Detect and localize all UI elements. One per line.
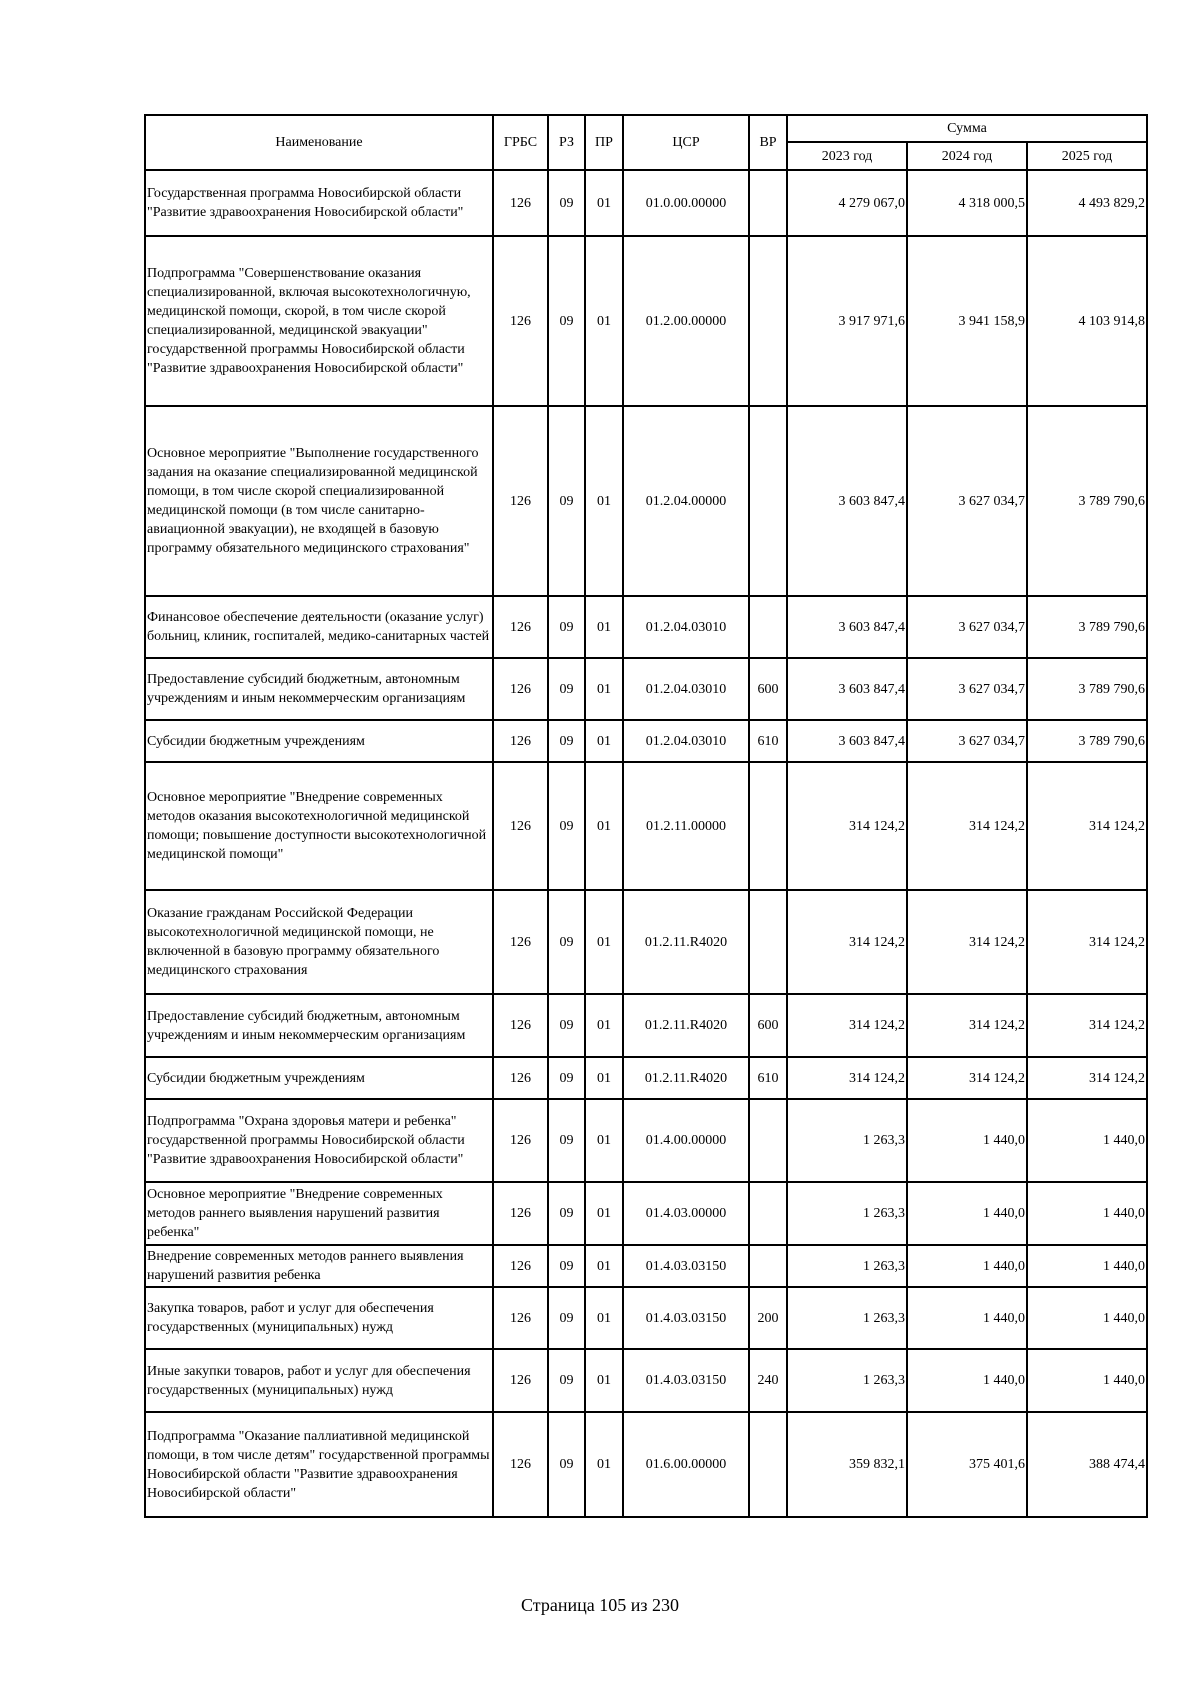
- header-grbs: ГРБС: [493, 115, 548, 170]
- row-rz: 09: [548, 236, 585, 406]
- row-amount-2024: 1 440,0: [907, 1245, 1027, 1287]
- table-row: [145, 1057, 1147, 1099]
- row-vr: [749, 236, 787, 406]
- row-name: Государственная программа Новосибирской области "Развитие здравоохранения Новосибирской области": [145, 170, 493, 236]
- budget-table: [144, 114, 1148, 1518]
- row-pr: 01: [585, 1412, 623, 1517]
- row-amount-2023: 3 603 847,4: [787, 406, 907, 596]
- row-rz: 09: [548, 762, 585, 890]
- row-csr: 01.2.11.R4020: [623, 890, 749, 994]
- row-pr: 01: [585, 658, 623, 720]
- table-row: [145, 1412, 1147, 1517]
- table-row: [145, 994, 1147, 1057]
- row-pr: 01: [585, 1349, 623, 1412]
- row-pr: 01: [585, 1245, 623, 1287]
- row-vr: [749, 762, 787, 890]
- row-rz: 09: [548, 890, 585, 994]
- row-amount-2023: 359 832,1: [787, 1412, 907, 1517]
- row-name: Подпрограмма "Оказание паллиативной медицинской помощи, в том числе детям" государственной программы Новосибирской области "Развитие здравоохранения Новосибирской области": [145, 1412, 493, 1517]
- row-amount-2024: 1 440,0: [907, 1099, 1027, 1182]
- row-vr: [749, 890, 787, 994]
- row-vr: [749, 1182, 787, 1245]
- row-amount-2024: 314 124,2: [907, 994, 1027, 1057]
- row-amount-2025: 1 440,0: [1027, 1287, 1147, 1349]
- table-row: [145, 406, 1147, 596]
- row-vr: 240: [749, 1349, 787, 1412]
- row-rz: 09: [548, 1412, 585, 1517]
- row-vr: [749, 596, 787, 658]
- row-vr: 610: [749, 720, 787, 762]
- row-amount-2023: 314 124,2: [787, 1057, 907, 1099]
- row-amount-2023: 1 263,3: [787, 1349, 907, 1412]
- row-name: Субсидии бюджетным учреждениям: [145, 720, 493, 762]
- row-name: Подпрограмма "Совершенствование оказания специализированной, включая высокотехнологичную, медицинской помощи, скорой, в том числе скорой специализированной, медицинской эвакуации" государственной программы Новосибирской области "Развитие здравоохранения Новосибирской области": [145, 236, 493, 406]
- row-amount-2025: 4 103 914,8: [1027, 236, 1147, 406]
- row-rz: 09: [548, 1245, 585, 1287]
- row-amount-2023: 1 263,3: [787, 1245, 907, 1287]
- row-rz: 09: [548, 596, 585, 658]
- row-amount-2023: 3 603 847,4: [787, 658, 907, 720]
- row-amount-2023: 3 603 847,4: [787, 596, 907, 658]
- row-name: Оказание гражданам Российской Федерации высокотехнологичной медицинской помощи, не включенной в базовую программу обязательного медицинского страхования: [145, 890, 493, 994]
- row-amount-2024: 1 440,0: [907, 1287, 1027, 1349]
- row-amount-2023: 1 263,3: [787, 1182, 907, 1245]
- row-name: Основное мероприятие "Внедрение современных методов оказания высокотехнологичной медицинской помощи; повышение доступности высокотехнологичной медицинской помощи": [145, 762, 493, 890]
- row-grbs: 126: [493, 1182, 548, 1245]
- row-amount-2024: 314 124,2: [907, 762, 1027, 890]
- row-amount-2025: 314 124,2: [1027, 890, 1147, 994]
- row-rz: 09: [548, 1057, 585, 1099]
- row-rz: 09: [548, 170, 585, 236]
- header-sum: Сумма: [787, 115, 1147, 142]
- row-amount-2024: 375 401,6: [907, 1412, 1027, 1517]
- row-vr: [749, 170, 787, 236]
- row-name: Внедрение современных методов раннего выявления нарушений развития ребенка: [145, 1245, 493, 1287]
- row-pr: 01: [585, 1057, 623, 1099]
- row-pr: 01: [585, 762, 623, 890]
- row-rz: 09: [548, 994, 585, 1057]
- row-pr: 01: [585, 1182, 623, 1245]
- row-grbs: 126: [493, 1287, 548, 1349]
- row-csr: 01.4.03.03150: [623, 1287, 749, 1349]
- budget-table-body: [145, 170, 1147, 1517]
- row-name: Предоставление субсидий бюджетным, автономным учреждениям и иным некоммерческим организациям: [145, 994, 493, 1057]
- row-amount-2025: 314 124,2: [1027, 994, 1147, 1057]
- header-year-2024: 2024 год: [907, 142, 1027, 170]
- row-amount-2025: 3 789 790,6: [1027, 406, 1147, 596]
- row-csr: 01.2.04.03010: [623, 720, 749, 762]
- row-vr: [749, 1099, 787, 1182]
- row-rz: 09: [548, 1349, 585, 1412]
- row-amount-2024: 314 124,2: [907, 1057, 1027, 1099]
- row-pr: 01: [585, 720, 623, 762]
- row-grbs: 126: [493, 596, 548, 658]
- table-row: [145, 1287, 1147, 1349]
- row-amount-2024: 1 440,0: [907, 1182, 1027, 1245]
- row-csr: 01.2.11.R4020: [623, 994, 749, 1057]
- row-csr: 01.2.11.00000: [623, 762, 749, 890]
- row-rz: 09: [548, 658, 585, 720]
- row-amount-2024: 3 627 034,7: [907, 406, 1027, 596]
- table-row: [145, 1349, 1147, 1412]
- header-year-2023: 2023 год: [787, 142, 907, 170]
- row-name: Закупка товаров, работ и услуг для обеспечения государственных (муниципальных) нужд: [145, 1287, 493, 1349]
- row-csr: 01.6.00.00000: [623, 1412, 749, 1517]
- table-row: [145, 1245, 1147, 1287]
- row-grbs: 126: [493, 994, 548, 1057]
- row-pr: 01: [585, 994, 623, 1057]
- row-amount-2024: 3 627 034,7: [907, 658, 1027, 720]
- page-number: Страница 105 из 230: [521, 1595, 679, 1615]
- header-vr: ВР: [749, 115, 787, 170]
- row-name: Финансовое обеспечение деятельности (оказание услуг) больниц, клиник, госпиталей, медико-санитарных частей: [145, 596, 493, 658]
- row-grbs: 126: [493, 1245, 548, 1287]
- row-csr: 01.4.00.00000: [623, 1099, 749, 1182]
- table-row: [145, 170, 1147, 236]
- row-grbs: 126: [493, 170, 548, 236]
- row-amount-2023: 3 917 971,6: [787, 236, 907, 406]
- table-row: [145, 1182, 1147, 1245]
- row-amount-2024: 3 941 158,9: [907, 236, 1027, 406]
- row-amount-2023: 314 124,2: [787, 890, 907, 994]
- row-amount-2025: 314 124,2: [1027, 1057, 1147, 1099]
- row-csr: 01.2.04.03010: [623, 658, 749, 720]
- row-grbs: 126: [493, 890, 548, 994]
- row-vr: 600: [749, 994, 787, 1057]
- header-rz: РЗ: [548, 115, 585, 170]
- row-grbs: 126: [493, 720, 548, 762]
- row-vr: [749, 1412, 787, 1517]
- row-pr: 01: [585, 406, 623, 596]
- row-name: Иные закупки товаров, работ и услуг для обеспечения государственных (муниципальных) нужд: [145, 1349, 493, 1412]
- row-csr: 01.4.03.03150: [623, 1349, 749, 1412]
- row-rz: 09: [548, 1287, 585, 1349]
- row-amount-2024: 4 318 000,5: [907, 170, 1027, 236]
- row-name: Основное мероприятие "Внедрение современных методов раннего выявления нарушений развития ребенка": [145, 1182, 493, 1245]
- table-row: [145, 762, 1147, 890]
- row-vr: 200: [749, 1287, 787, 1349]
- row-grbs: 126: [493, 406, 548, 596]
- row-vr: [749, 406, 787, 596]
- row-rz: 09: [548, 1182, 585, 1245]
- row-amount-2023: 314 124,2: [787, 762, 907, 890]
- row-name: Субсидии бюджетным учреждениям: [145, 1057, 493, 1099]
- row-pr: 01: [585, 890, 623, 994]
- header-name: Наименование: [145, 115, 493, 170]
- row-amount-2023: 3 603 847,4: [787, 720, 907, 762]
- row-name: Подпрограмма "Охрана здоровья матери и ребенка" государственной программы Новосибирской области "Развитие здравоохранения Новосибирской области": [145, 1099, 493, 1182]
- row-pr: 01: [585, 1287, 623, 1349]
- row-amount-2025: 1 440,0: [1027, 1349, 1147, 1412]
- row-vr: 600: [749, 658, 787, 720]
- row-grbs: 126: [493, 762, 548, 890]
- row-csr: 01.2.00.00000: [623, 236, 749, 406]
- row-amount-2024: 1 440,0: [907, 1349, 1027, 1412]
- row-amount-2025: 314 124,2: [1027, 762, 1147, 890]
- row-csr: 01.2.04.00000: [623, 406, 749, 596]
- row-amount-2025: 1 440,0: [1027, 1099, 1147, 1182]
- row-vr: 610: [749, 1057, 787, 1099]
- row-amount-2023: 1 263,3: [787, 1287, 907, 1349]
- header-csr: ЦСР: [623, 115, 749, 170]
- row-amount-2025: 1 440,0: [1027, 1182, 1147, 1245]
- table-row: [145, 236, 1147, 406]
- row-grbs: 126: [493, 1057, 548, 1099]
- header-pr: ПР: [585, 115, 623, 170]
- row-pr: 01: [585, 596, 623, 658]
- table-row: [145, 1099, 1147, 1182]
- row-amount-2025: 4 493 829,2: [1027, 170, 1147, 236]
- row-amount-2024: 314 124,2: [907, 890, 1027, 994]
- row-rz: 09: [548, 1099, 585, 1182]
- row-amount-2023: 314 124,2: [787, 994, 907, 1057]
- table-row: [145, 890, 1147, 994]
- row-amount-2025: 3 789 790,6: [1027, 658, 1147, 720]
- row-amount-2025: 3 789 790,6: [1027, 720, 1147, 762]
- row-amount-2024: 3 627 034,7: [907, 720, 1027, 762]
- row-amount-2025: 3 789 790,6: [1027, 596, 1147, 658]
- row-pr: 01: [585, 170, 623, 236]
- row-amount-2025: 388 474,4: [1027, 1412, 1147, 1517]
- row-vr: [749, 1245, 787, 1287]
- table-row: [145, 658, 1147, 720]
- row-rz: 09: [548, 406, 585, 596]
- row-csr: 01.0.00.00000: [623, 170, 749, 236]
- row-grbs: 126: [493, 236, 548, 406]
- row-csr: 01.2.11.R4020: [623, 1057, 749, 1099]
- row-grbs: 126: [493, 1099, 548, 1182]
- row-pr: 01: [585, 236, 623, 406]
- row-pr: 01: [585, 1099, 623, 1182]
- row-csr: 01.4.03.00000: [623, 1182, 749, 1245]
- row-amount-2023: 4 279 067,0: [787, 170, 907, 236]
- row-rz: 09: [548, 720, 585, 762]
- table-row: [145, 720, 1147, 762]
- header-year-2025: 2025 год: [1027, 142, 1147, 170]
- row-grbs: 126: [493, 1349, 548, 1412]
- row-name: Предоставление субсидий бюджетным, автономным учреждениям и иным некоммерческим организациям: [145, 658, 493, 720]
- row-grbs: 126: [493, 1412, 548, 1517]
- row-grbs: 126: [493, 658, 548, 720]
- row-csr: 01.2.04.03010: [623, 596, 749, 658]
- row-csr: 01.4.03.03150: [623, 1245, 749, 1287]
- table-row: [145, 596, 1147, 658]
- row-amount-2024: 3 627 034,7: [907, 596, 1027, 658]
- row-amount-2025: 1 440,0: [1027, 1245, 1147, 1287]
- row-amount-2023: 1 263,3: [787, 1099, 907, 1182]
- row-name: Основное мероприятие "Выполнение государственного задания на оказание специализированной медицинской помощи, в том числе скорой специализированной медицинской помощи (в том числе санитарно-авиационной эвакуации), не входящей в базовую программу обязательного медицинского страхования": [145, 406, 493, 596]
